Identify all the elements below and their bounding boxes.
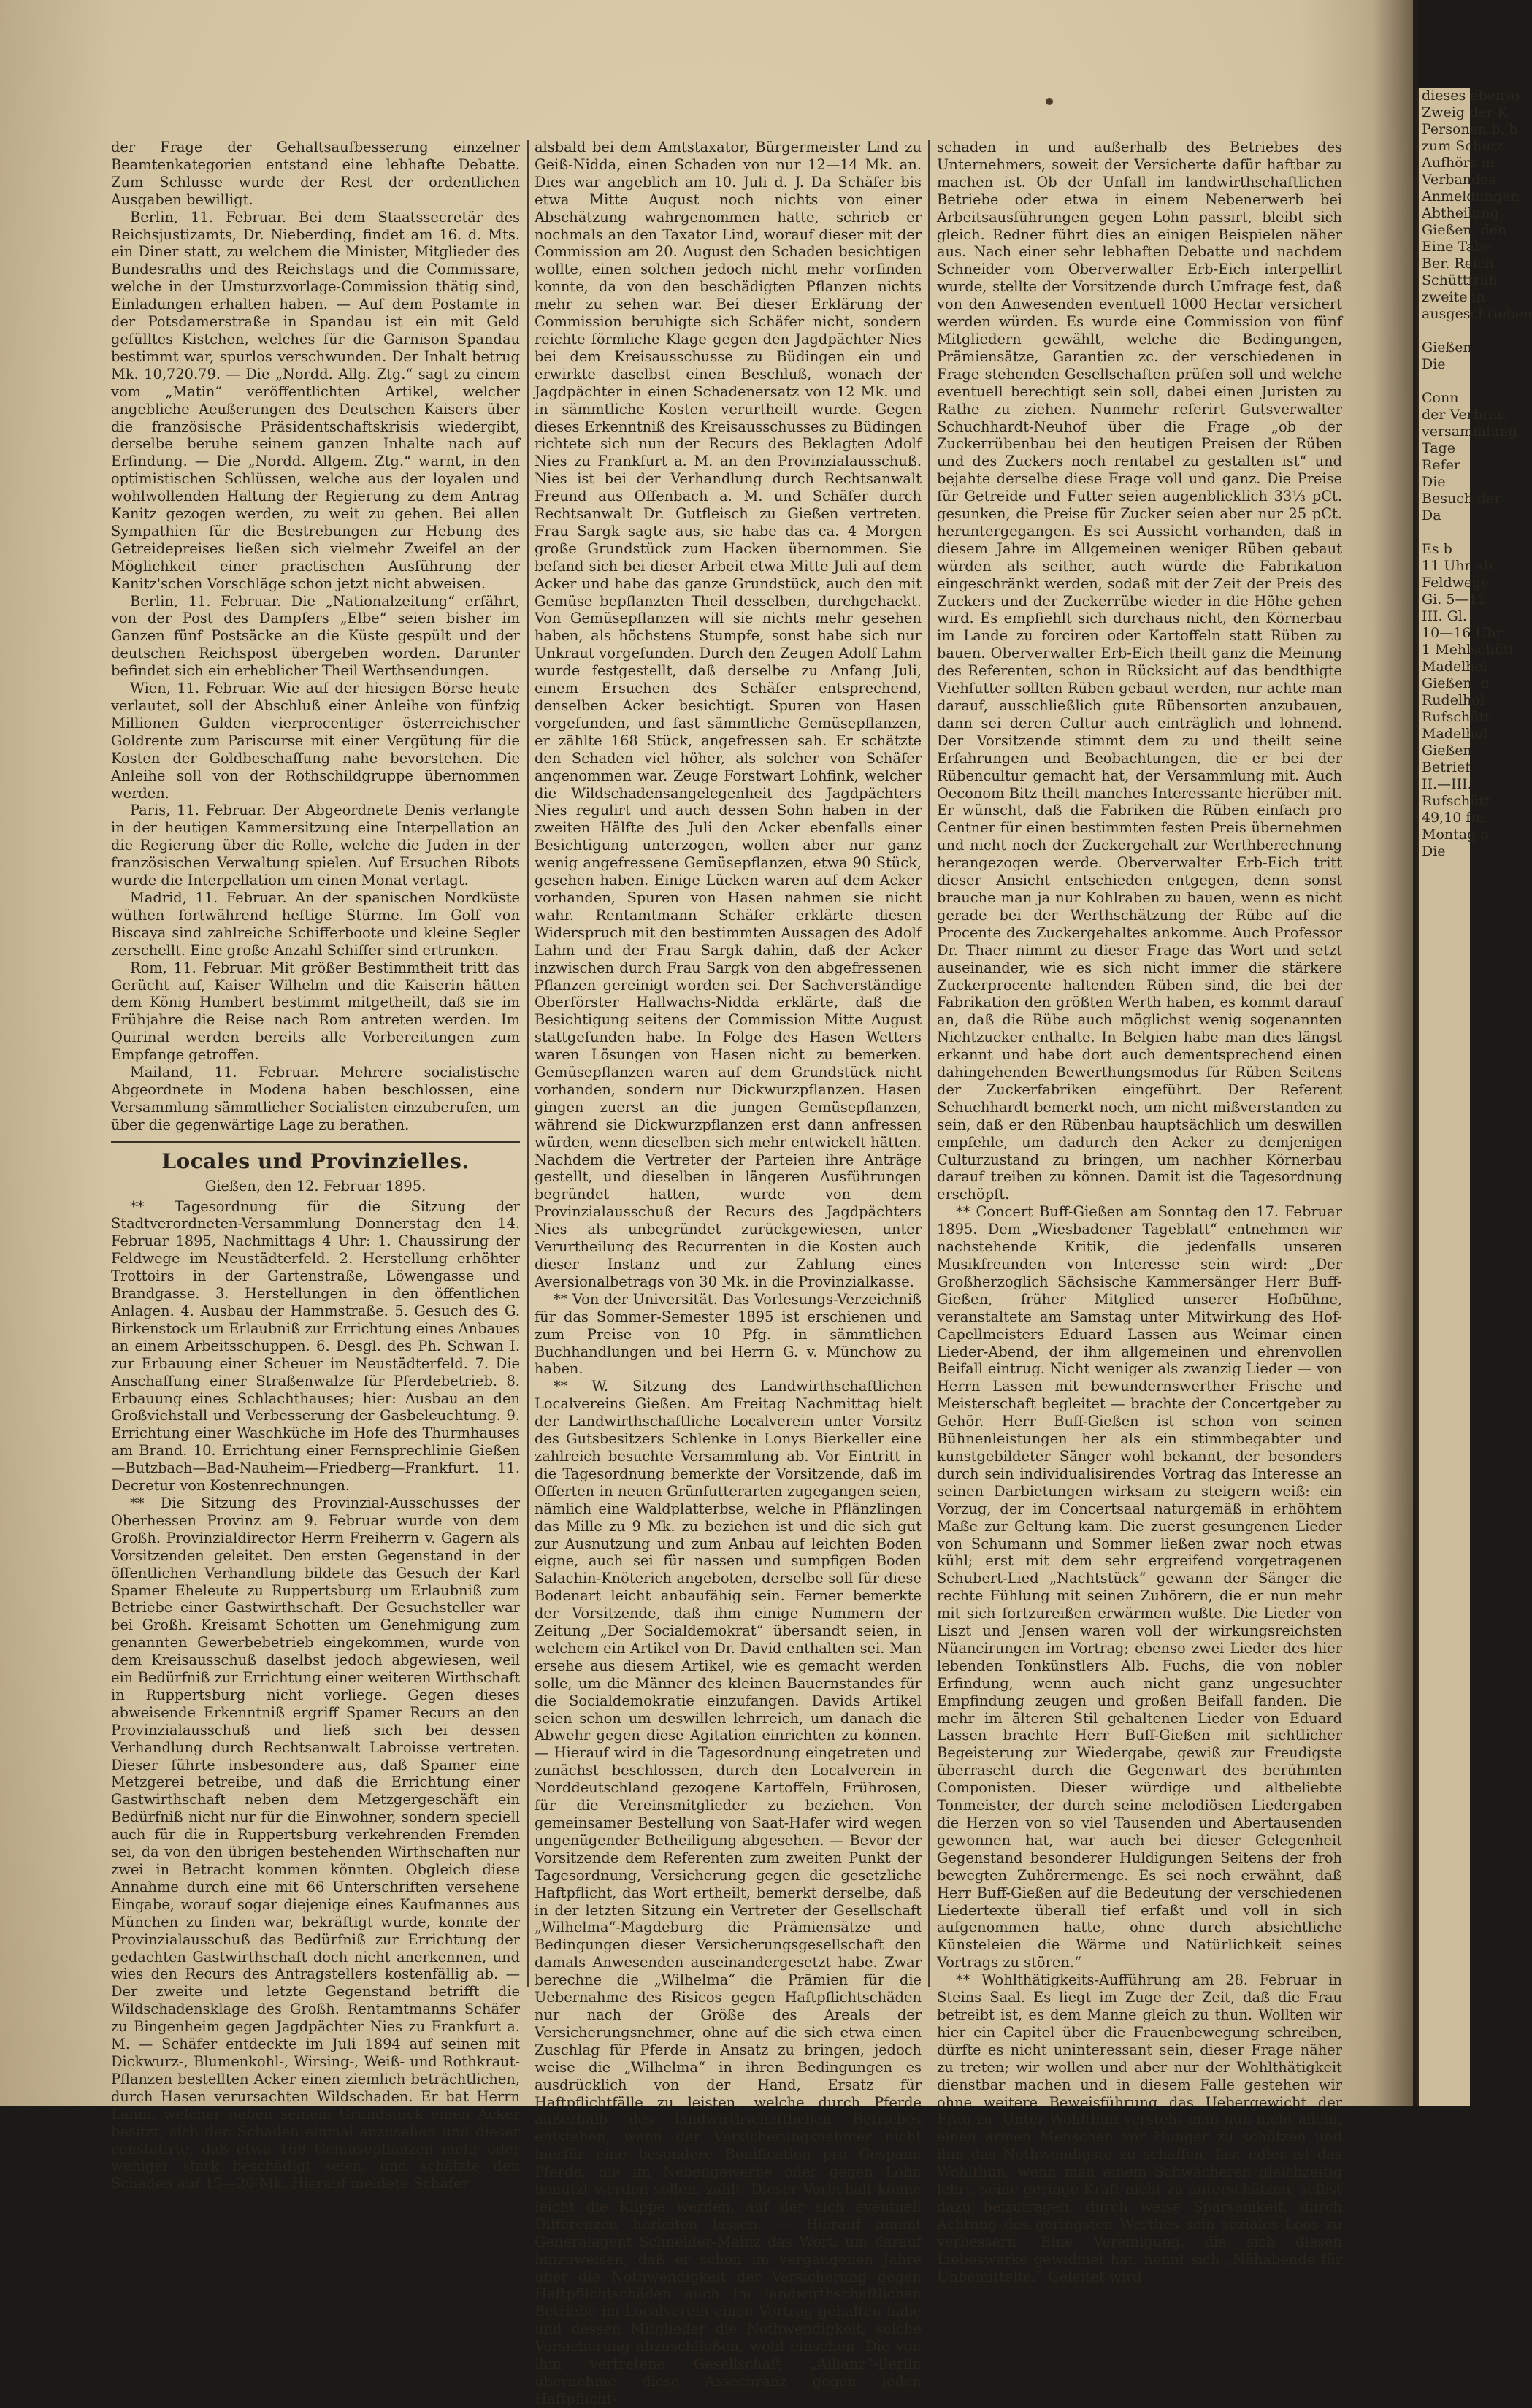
adjacent-page-fragment: Schüttfrüh	[1422, 272, 1498, 288]
adjacent-page-fragment: Rufschütt	[1422, 709, 1490, 725]
adjacent-page-fragment: Feldwege	[1422, 575, 1490, 591]
adjacent-page-fragment: Die	[1422, 474, 1446, 490]
section-dateline: Gießen, den 12. Februar 1895.	[204, 1177, 426, 1195]
adjacent-page-fragment: Tage	[1422, 440, 1455, 456]
adjacent-page-fragment	[1419, 524, 1470, 541]
adjacent-page-fragment: der Verbrau	[1422, 407, 1506, 423]
news-paragraph: Paris, 11. Februar. Der Abgeordnete Denis verlangte in der heutigen Kammersitzung eine Interpellation an die Regierung über die Rolle, welche die Juden in der französischen Verwaltung spielen. Auf Ersuchen Ribots wurde die Interpellation um einen Monat vertagt.	[111, 802, 520, 889]
adjacent-page-edge	[1417, 88, 1532, 2106]
page-ornament-dot	[1046, 98, 1053, 105]
adjacent-page-fragment: 1 Mehlschütt	[1422, 642, 1515, 658]
news-paragraph: der Frage der Gehaltsaufbesserung einzelner Beamtenkategorien entstand eine lebhafte Debatte. Zum Schlusse wurde der Rest der ordentlichen Ausgaben bewilligt.	[111, 139, 520, 208]
adjacent-page-fragment: Eine Tabe	[1422, 239, 1492, 255]
article-paragraph: ** W. Sitzung des Landwirthschaftlichen Localvereins Gießen. Am Freitag Nachmittag hielt der Landwirthschaftliche Localverein unter Vorsitz des Gutsbesitzers Schlenke in Lonys Bierkeller eine zahlreich besuchte Versammlung ab. Vor Eintritt in die Tagesordnung bemerkte der Vorsitzende, daß im Offerten in neuen Grünfutterarten zugegangen seien, nämlich eine Waldplatterbse, welche in Pflänzlingen das Mille zu 9 Mk. zu beziehen ist und die sich gut zur Ausnutzung und zum Anbau auf leichten Boden eigne, auch sei für nassen und sumpfigen Boden Salachin-Knöterich angeboten, derselbe soll für diese Bodenart leicht anbaufähig sein. Ferner bemerkte der Vorsitzende, daß ihm einige Nummern der Zeitung „Der Socialdemokrat“ übersandt seien, in welchem ein Artikel von Dr. David enthalten sei. Man ersehe aus diesem Artikel, wie es gemacht werden solle, um die Männer des kleinen Bauernstandes für die Socialdemokratie einzufangen. Davids Artikel seien schon um deswillen lehrreich, um danach die Abwehr gegen diese Agitation einrichten zu können. — Hierauf wird in die Tagesordnung eingetreten und zunächst beschlossen, durch den Localverein in Norddeutschland gezogene Kartoffeln, Frührosen, für die Vereinsmitglieder zu beziehen. Von gemeinsamer Bestellung von Saat-Hafer wird wegen ungenügender Betheiligung abgesehen. — Bevor der Vorsitzende dem Referenten zum zweiten Punkt der Tagesordnung, Versicherung gegen die gesetzliche Haftpflicht, das Wort ertheilt, bemerkt derselbe, daß in der letzten Sitzung ein Vertreter der Gesellschaft „Wilhelma“-Magdeburg die Prämiensätze und Bedingungen dieser Versicherungsgesellschaft den damals Anwesenden auseinandergesetzt habe. Zwar berechne die „Wilhelma“ die Prämien für die Uebernahme des Risicos gegen Haftpflichtschäden nur nach der Größe des Areals der Versicherungsnehmer, ohne auf die sich etwa einen Zuschlag für Pferde in Ansatz zu bringen, jedoch weise die „Wilhelma“ in ihren Bedingungen es ausdrücklich von der Hand, Ersatz für Haftpflichtfälle zu leisten, welche durch Pferde außerhalb des landwirthschaftlichen Betriebes entstehen, wenn der Versicherungsnehmer nicht hierfür eine besondere Bonification pro Gespann Pferde, die im Nebengewerbe oder gegen Lohn benutzt werden sollen, zahlt. Dieser Vorbehalt könne leicht die Klippe werden, auf der sich eventuell Differenzen herleiten lassen. — Hierauf nimmt Generalagent Schneider-Mainz das Wort, um darauf hinzuweisen, daß er schon im vergangenen Jahre über die Nothwendigkeit der Versicherung gegen Haftpflichtschäden auch im landwirthschaftlichen Betriebe im Localverein einen Vortrag gehalten habe und dessen Mitglieder die Nothwendigkeit, solche Versicherung abzuschließen, wohl einsehen. Die von ihm vertretene Gesellschaft „Allianz“-Berlin übernehme diese Assecuranz gegen jeden Haftpflicht-	[535, 1378, 922, 2407]
adjacent-page-fragment: 10—16 Uhr	[1422, 625, 1503, 641]
section-divider	[111, 1141, 520, 1143]
adjacent-page-fragment: Montag d	[1422, 827, 1490, 843]
article-paragraph: alsbald bei dem Amtstaxator, Bürgermeister Lind zu Geiß-Nidda, einen Schaden von nur 12—14 Mk. an. Dies war angeblich am 10. Juli d. J. Da Schäfer bis etwa Mitte August noch nichts von einer Abschätzung wahrgenommen hatte, schrieb er nochmals an den Taxator Lind, worauf dieser mit der Commission am 20. August den Schaden besichtigen wollte, einen solchen jedoch nicht mehr vorfinden konnte, da von den beschädigten Pflanzen nichts mehr zu sehen war. Bei dieser Erklärung der Commission beruhigte sich Schäfer nicht, sondern reichte förmliche Klage gegen den Jagdpächter Nies bei dem Kreisausschusse zu Büdingen ein und erwirkte daselbst einen Beschluß, wonach der Jagdpächter in einen Schadenersatz von 12 Mk. und in sämmtliche Kosten verurtheilt wurde. Gegen dieses Erkenntniß des Kreisausschusses zu Büdingen richtete sich nun der Recurs des Beklagten Adolf Nies zu Frankfurt a. M. an den Provinzialausschuß. Nies ist bei der Verhandlung durch Rechtsanwalt Freund aus Offenbach a. M. und Schäfer durch Rechtsanwalt Dr. Gutfleisch zu Gießen vertreten. Frau Sargk sagte aus, sie habe das ca. 4 Morgen große Grundstück zum Hacken übernommen. Sie befand sich bei dieser Arbeit etwa Mitte Juli auf dem Acker und habe das ganze Grundstück, auch den mit Gemüse bepflanzten Theil desselben, durchgehackt. Von Gemüsepflanzen will sie nichts mehr gesehen haben, als höchstens Stumpfe, sonst habe sich nur Unkraut vorgefunden. Durch den Zeugen Adolf Lahm wurde festgestellt, daß derselbe zu Anfang Juli, einem Ersuchen des Schäfer entsprechend, denselben Acker besichtigt. Spuren von Hasen vorgefunden, und fast sämmtliche Gemüsepflanzen, er zählte 168 Stück, angefressen sah. Er schätzte den Schaden viel höher, als solcher von Schäfer angenommen war. Zeuge Forstwart Lohfink, welcher die Wildschadensangelegenheit des Jagdpächters Nies regulirt und auch dessen Sohn haben in der zweiten Hälfte des Juli den Acker ebenfalls einer Besichtigung unterzogen, wollen aber nur ganz wenig angefressene Gemüsepflanzen, etwa 90 Stück, gesehen haben. Einige Lücken waren auf dem Acker vorhanden, Spuren von Hasen nahmen sie nicht wahr. Rentamtmann Schäfer erklärte diesen Widerspruch mit den bestimmten Aussagen des Adolf Lahm und der Frau Sargk dahin, daß der Acker inzwischen durch Frau Sargk von den abgefressenen Pflanzen gereinigt worden sei. Der Sachverständige Oberförster Hallwachs-Nidda erklärte, daß die Besichtigung seitens der Commission Mitte August stattgefunden habe. In Folge des Hasen Wetters waren Lösungen von Hasen nicht zu bemerken. Gemüsepflanzen waren auf dem Grundstück nicht vorhanden, sondern nur Dickwurzpflanzen. Hasen gingen zuerst an die jungen Gemüsepflanzen, während sie Dickwurzpflanzen erst dann anfressen würden, wenn dieselben sich mehr entwickelt hätten. Nachdem die Vertreter der Parteien ihre Anträge gestellt, und dieselben in längeren Ausführungen begründet hatten, wurde von dem Provinzialausschuß der Recurs des Jagdpächters Nies als unbegründet zurückgewiesen, unter Verurtheilung des Recurrenten in die Kosten auch dieser Instanz und zur Zahlung eines Aversionalbetrags von 30 Mk. in die Provinzialkasse.	[535, 139, 922, 1290]
adjacent-page-fragment: III. Gl.	[1422, 608, 1467, 624]
adjacent-page-fragment: Gießen,	[1422, 743, 1477, 759]
column-1-news-items	[111, 139, 520, 1134]
adjacent-page-fragment: Betrief	[1422, 759, 1471, 775]
news-paragraph: Rom, 11. Februar. Mit größer Bestimmtheit tritt das Gerücht auf, Kaiser Wilhelm und die Kaiserin hätten dem König Humbert bestimmt mitgetheilt, daß sie im Frühjahre die Reise nach Rom antreten werden. Im Quirinal werden bereits alle Vorbereitungen zum Empfange getroffen.	[111, 959, 520, 1064]
adjacent-page-fragment	[1419, 323, 1470, 340]
column-1-local-items	[111, 1198, 520, 2193]
news-paragraph: Madrid, 11. Februar. An der spanischen Nordküste wüthen fortwährend heftige Stürme. Im Golf von Biscaya sind zahlreiche Schifferboote und kleine Segler zerschellt. Eine große Anzahl Schiffer sind ertrunken.	[111, 889, 520, 959]
gutter-shadow	[1373, 0, 1417, 2106]
adjacent-page-fragment: Gießen, d	[1422, 675, 1490, 691]
news-paragraph: Berlin, 11. Februar. Bei dem Staatssecretär des Reichsjustizamts, Dr. Nieberding, findet am 16. d. Mts. ein Diner statt, zu welchem die Minister, Mitglieder des Bundesraths und des Reichstags und die Commissare, welche in der Umsturzvorlage-Commission thätig sind, Einladungen erhalten haben. — Auf dem Postamte in der Potsdamerstraße in Spandau ist ein mit Geld gefülltes Kistchen, welches für die Garnison Spandau bestimmt war, spurlos verschwunden. Der Inhalt betrug Mk. 10,720.79. — Die „Nordd. Allg. Ztg.“ sagt zu einem vom „Matin“ veröffentlichten Artikel, welcher angebliche Aeußerungen des Deutschen Kaisers über die französische Präsidentschaftskrisis wiedergibt, derselbe beruhe seinem ganzen Inhalte nach auf Erfindung. — Die „Nordd. Allgem. Ztg.“ warnt, in den optimistischen Schlüssen, welche aus der loyalen und wohlwollenden Haltung der Regierung zu dem Antrag Kanitz gezogen werden, zu weit zu gehen. Bei allen Sympathien für die Bestrebungen zur Hebung des Getreidepreises ließen sich vielmehr Zweifel an der Möglichkeit einer practischen Ausführung der Kanitz'schen Vorschläge schon jetzt nicht abweisen.	[111, 208, 520, 592]
adjacent-page-fragment: Ber. Reich	[1422, 256, 1494, 272]
adjacent-page-fragment: Zweig der K	[1422, 104, 1508, 120]
adjacent-page-fragment: Gießen,	[1422, 340, 1477, 356]
adjacent-page-fragment: Die	[1422, 843, 1446, 859]
adjacent-page-fragment	[1419, 373, 1470, 390]
column-2	[535, 139, 922, 2407]
adjacent-page-fragment: Gießen, den	[1422, 222, 1507, 238]
adjacent-page-fragment: zweite in	[1422, 289, 1485, 305]
adjacent-page-fragment: Da	[1422, 507, 1441, 524]
adjacent-page-fragment: Rufschütt	[1422, 793, 1490, 809]
news-paragraph: Wien, 11. Februar. Wie auf der hiesigen Börse heute verlautet, soll der Abschluß einer Anleihe von fünfzig Millionen Gulden vierprocentiger österreichischer Goldrente zum Pariscurse mit einer Vergütung für die Kosten der Goldbeschaffung nahe bevorstehen. Die Anleihe soll von der Rothschildgruppe übernommen werden.	[111, 680, 520, 802]
adjacent-page-fragment: II.—III.	[1422, 776, 1472, 792]
news-paragraph: Berlin, 11. Februar. Die „Nationalzeitung“ erfährt, von der Post des Dampfers „Elbe“ seien bisher im Ganzen fünf Postsäcke an die Küste gespült und der deutschen Reichspost übergeben worden. Darunter befindet sich ein erheblicher Theil Werthsendungen.	[111, 592, 520, 680]
adjacent-page-fragment: dieses ebenso	[1422, 88, 1520, 104]
column-rule-1	[527, 140, 529, 1987]
adjacent-page-fragment: Refer	[1422, 457, 1460, 473]
news-paragraph: Mailand, 11. Februar. Mehrere socialistische Abgeordnete in Modena haben beschlossen, eine Versammlung sämmtlicher Socialisten einzuberufen, um über die gegenwärtige Lage zu berathen.	[111, 1064, 520, 1133]
adjacent-page-fragment: Anmeldungen	[1422, 188, 1520, 204]
local-news-paragraph: ** Die Sitzung des Provinzial-Ausschusses der Oberhessen Provinz am 9. Februar wurde von dem Großh. Provinzialdirector Herrn Freiherrn v. Gagern als Vorsitzenden geleitet. Den ersten Gegenstand in der öffentlichen Verhandlung bildete das Gesuch der Karl Spamer Eheleute zu Ruppertsburg um Erlaubniß zum Betriebe einer Gastwirthschaft. Der Gesuchsteller war bei Großh. Kreisamt Schotten um Genehmigung zum genannten Gewerbebetrieb eingekommen, wurde von dem Kreisausschuß daselbst jedoch abgewiesen, weil ein Bedürfniß zur Errichtung einer weiteren Wirthschaft in Ruppertsburg nicht vorliege. Gegen dieses abweisende Erkenntniß ergriff Spamer Recurs an den Provinzialausschuß und ließ sich bei dessen Verhandlung durch Rechtsanwalt Labroisse vertreten. Dieser führte insbesondere aus, daß Spamer eine Metzgerei betreibe, und daß die Errichtung einer Gastwirthschaft neben dem Metzgergeschäft ein Bedürfniß nicht nur für die Einwohner, sondern speciell auch für die in Ruppertsburg verkehrenden Fremden sei, da von den übrigen bestehenden Wirthschaften nur zwei in Betracht kommen könnten. Obgleich diese Annahme durch eine mit 66 Unterschriften versehene Eingabe, worauf sogar diejenige eines Kaufmannes aus München zu finden war, bekräftigt wurde, konnte der Provinzialausschuß das Bedürfniß zur Errichtung der gedachten Gastwirthschaft doch nicht anerkennen, und wies den Recurs des Antragstellers kostenfällig ab. — Der zweite und letzte Gegenstand betrifft die Wildschadensklage des Großh. Rentamtmanns Schäfer zu Bingenheim gegen Jagdpächter Nies zu Frankfurt a. M. — Schäfer entdeckte im Juli 1894 auf seinen mit Dickwurz-, Blumenkohl-, Wirsing-, Weiß- und Rothkraut-Pflanzen bestellten Acker einen ziemlich beträchtlichen, durch Hasen verursachten Wildschaden. Er bat Herrn Lahm, welcher neben seinem Grundstück einen Acker besitzt, sich den Schaden einmal anzusehen und dieser constatirte, daß etwa 168 Gemüsepflanzen mehr oder weniger stark beschädigt seien, und schätzte den Schaden auf 15—20 Mk. Hierauf meldete Schäfer	[111, 1494, 520, 2193]
column-rule-2	[928, 140, 930, 1987]
adjacent-page-fragment: Madelhol	[1422, 659, 1488, 675]
adjacent-page-fragment: ausgeschrieben	[1422, 306, 1532, 322]
section-title: Locales und Provinzielles.	[161, 1149, 470, 1173]
adjacent-page-fragment: Aufhörs in	[1422, 155, 1495, 171]
adjacent-page-fragment: Verbandes	[1422, 172, 1496, 188]
article-paragraph: schaden in und außerhalb des Betriebes des Unternehmers, soweit der Versicherte dafür haftbar zu machen ist. Ob der Unfall im landwirthschaftlichen Betriebe oder etwa in einem Nebenerwerb bei Arbeitsausführungen gegen Lohn passirt, bleibt sich gleich. Redner führt dies an einigen Beispielen näher aus. Nach einer sehr lebhaften Debatte und nachdem Schneider vom Oberverwalter Erb-Eich interpellirt wurde, stellte der Vorsitzende durch Umfrage fest, daß von den Anwesenden eventuell 1000 Hectar versichert werden würden. Es wurde eine Commission von fünf Mitgliedern gewählt, welche die Bedingungen, Prämiensätze, Garantien zc. der verschiedenen in Frage stehenden Gesellschaften prüfen soll und welche eventuell berechtigt sein soll, dabei einen Juristen zu Rathe zu ziehen. Nunmehr referirt Gutsverwalter Schuchhardt-Neuhof über die Frage „ob der Zuckerrübenbau bei den heutigen Preisen der Rüben und des Zuckers noch rentabel zu gestalten ist“ und bejahte derselbe diese Frage voll und ganz. Die Preise für Getreide und Futter seien augenblicklich 33⅓ pCt. gesunken, die Preise für Zucker seien aber nur 25 pCt. heruntergegangen. Es sei Aussicht vorhanden, daß in diesem Jahre im Allgemeinen weniger Rüben gebaut würden als seither, auch würde die Fabrikation eingeschränkt werden, sodaß mit der Zeit der Preis des Zuckers und der Zuckerrübe wieder in die Höhe gehen wird. Es empfiehlt sich durchaus nicht, den Körnerbau im Lande zu forciren oder Kartoffeln statt Rüben zu bauen. Oberverwalter Erb-Eich theilt ganz die Meinung des Referenten, schon in Rücksicht auf das bendthigte Viehfutter sollten Rüben gebaut werden, nur achte man darauf, ausschließlich gute Rübensorten anzubauen, dann sei deren Cultur auch einträglich und lohnend. Der Vorsitzende stimmt dem zu und theilt seine Erfahrungen und Beobachtungen, die er bei der Rübencultur gemacht hat, der Versammlung mit. Auch Oeconom Bitz theilt manches Interessante hierüber mit. Er wünscht, daß die Fabriken die Rüben einfach pro Centner für einen bestimmten festen Preis übernehmen und nicht noch der Zuckergehalt zur Werthberechnung herangezogen werde. Oberverwalter Erb-Eich tritt dieser Ansicht entschieden entgegen, denn sonst brauche man ja nur Kohlraben zu bauen, wenn es nicht gerade bei der Werthschätzung der Rübe auf die Procente des Zuckergehaltes ankomme. Auch Professor Dr. Thaer nimmt zu dieser Frage das Wort und setzt auseinander, wie es sich nicht immer die stärkere Zuckerprocente haltenden Rüben sind, die bei der Fabrikation den größten Werth haben, es kommt darauf an, daß die Rübe auch möglichst wenig sogenannten Nichtzucker enthalte. In Belgien habe man dies längst erkannt und habe dort auch dementsprechend einen dahingehenden Bewerthungsmodus für Rüben Seitens der Zuckerfabriken eingeführt. Der Referent Schuchhardt bemerkt noch, um nicht mißverstanden zu sein, daß er den Rübenbau hauptsächlich um deswillen empfehle, um dadurch den Acker zu demjenigen Culturzustand zu bringen, um nachher Körnerbau darauf treiben zu können. Damit ist die Tagesordnung erschöpft.	[937, 139, 1342, 1203]
adjacent-page-fragment: Gi. 5—11	[1422, 591, 1487, 607]
adjacent-page-fragment: Rudelhol	[1422, 692, 1485, 708]
article-paragraph: ** Wohlthätigkeits-Aufführung am 28. Februar in Steins Saal. Es liegt im Zuge der Zeit, daß die Frau betreibt ist, es dem Manne gleich zu thun. Wollten wir hier ein Capitel über die Frauenbewegung schreiben, dürfte es nicht uninteressant sein, dieser Frage näher zu treten; wir wollen und aber nur der Wohlthätigkeit dienstbar machen und in diesem Falle gestehen wir ohne weitere Beweisführung das Uebergewicht der Frau zu. Unter Wohlthun versteht man nun nicht allein, einen armen Menschen vor Hunger zu schützen und ihm das Nothwendigste zu schaffen, fast edler ist das Wohlthun, wenn man einem Schwächeren gleichzeitig lehrt, seine geringe Kraft nicht zu unterschätzen, selbst dazu beizutragen, durch weise Sparsamkeit, durch Achtung des geringsten Werthes sein soziales Loos zu verbessern. Eine Vereinigung, die sich diesen Liebeswerke gewidmet hat, nennt sich „Nähabende für Unbemittelte.“ Geleitet wird	[937, 1971, 1342, 2285]
adjacent-page-fragment: Besuch der	[1422, 491, 1501, 507]
article-paragraph: ** Concert Buff-Gießen am Sonntag den 17. Februar 1895. Dem „Wiesbadener Tageblatt“ entnehmen wir nachstehende Kritik, die jedenfalls unseren Musikfreunden von Interesse sein wird: „Der Großherzoglich Sächsische Kammersänger Herr Buff-Gießen, früher Mitglied unserer Hofbühne, veranstaltete am Samstag unter Mitwirkung des Hof-Capellmeisters Eduard Lassen aus Weimar einen Lieder-Abend, der ihm allgemeinen und ehrenvollen Beifall eintrug. Nicht weniger als zwanzig Lieder — von Herrn Lassen mit bewundernswerther Frische und Meisterschaft begleitet — brachte der Concertgeber zu Gehör. Herr Buff-Gießen ist schon von seinen Bühnenleistungen her als ein stimmbegabter und kunstgebildeter Sänger wohl bekannt, der besonders durch sein individualisirendes Vortrag das Interesse an seinen Darbietungen wirksam zu steigern weiß: ein Vorzug, der im Concertsaal naturgemäß in erhöhtem Maße zur Geltung kam. Die zuerst gesungenen Lieder von Schumann und Sommer ließen zwar noch etwas kühl; erst mit dem sehr ergreifend vorgetragenen Schubert-Lied „Nachtstück“ gewann der Sänger die rechte Fühlung mit seinen Zuhörern, die er nun mehr mit sich fortzureißen erwärmen wußte. Die Lieder von Liszt und Jensen waren voll der wirkungsreichsten Nüancirungen im Vortrag; ebenso zwei Lieder des hier lebenden Tonkünstlers Alb. Fuchs, die von nobler Erfindung, wenn auch nicht ganz ungesuchter Empfindung zeugen und großen Beifall fanden. Die mehr im älteren Stil gehaltenen Lieder von Eduard Lassen brachte Herr Buff-Gießen mit sichtlicher Begeisterung zur Wiedergabe, gewiß zur Freudigste überrascht durch die Gegenwart des berühmten Componisten. Dieser würdige und altbeliebte Tonmeister, der durch seine melodiösen Liedergaben die Herzen von so viel Tausenden und Abertausenden gewonnen hat, war auch bei dieser Gelegenheit Gegenstand besonderer Huldigungen Seitens der froh bewegten Zuhörermenge. Es sei noch erwähnt, daß Herr Buff-Gießen auf die Bedeutung der verschiedenen Liedertexte überall tief erfaßt und voll in sich aufgenommen hatte, ohne durch absichtliche Künsteleien die Wärme und Natürlichkeit seines Vortrags zu stören.“	[937, 1203, 1342, 1971]
article-paragraph: ** Von der Universität. Das Vorlesungs-Verzeichniß für das Sommer-Semester 1895 ist erschienen und zum Preise von 10 Pfg. in sämmtlichen Buchhandlungen und bei Herrn G. v. Münchow zu haben.	[535, 1290, 922, 1378]
adjacent-page-fragment: Es b	[1422, 541, 1452, 557]
column-1	[111, 139, 520, 2193]
adjacent-page-fragment: 49,10 fm.	[1422, 810, 1489, 826]
adjacent-page-fragment: versammlung	[1422, 423, 1517, 440]
adjacent-page-fragment: Personen b. b	[1422, 121, 1518, 137]
local-news-paragraph: ** Tagesordnung für die Sitzung der Stadtverordneten-Versammlung Donnerstag den 14. Februar 1895, Nachmittags 4 Uhr: 1. Chaussirung der Feldwege im Neustädterfeld. 2. Herstellung erhöhter Trottoirs in der Gartenstraße, Löwengasse und Brandgasse. 3. Herstellungen in den öffentlichen Anlagen. 4. Ausbau der Hammstraße. 5. Gesuch des G. Birkenstock um Erlaubniß zur Errichtung eines Anbaues an einem Arbeitsschuppen. 6. Desgl. des Ph. Schwan I. zur Erbauung einer Scheuer im Neustädterfeld. 7. Die Anschaffung einer Straßenwalze für Pferdebetrieb. 8. Erbauung eines Schlachthauses; hier: Ausbau an den Großviehstall und Verbesserung der Gasbeleuchtung. 9. Errichtung einer Waschküche im Hofe des Thurmhauses am Brand. 10. Errichtung einer Fernsprechlinie Gießen—Butzbach—Bad-Nauheim—Friedberg—Frankfurt. 11. Decretur von Kostenrechnungen.	[111, 1197, 520, 1495]
adjacent-page-fragment: 11 Uhr ab	[1422, 558, 1493, 574]
adjacent-page-fragment: Abtheilung	[1422, 205, 1499, 221]
adjacent-page-fragment: Die	[1422, 356, 1446, 372]
column-3	[937, 139, 1342, 2285]
adjacent-page-fragment: Madelhol	[1422, 726, 1488, 742]
adjacent-page-fragment: Conn	[1422, 390, 1459, 406]
adjacent-page-fragment: zum Schutz	[1422, 138, 1504, 154]
